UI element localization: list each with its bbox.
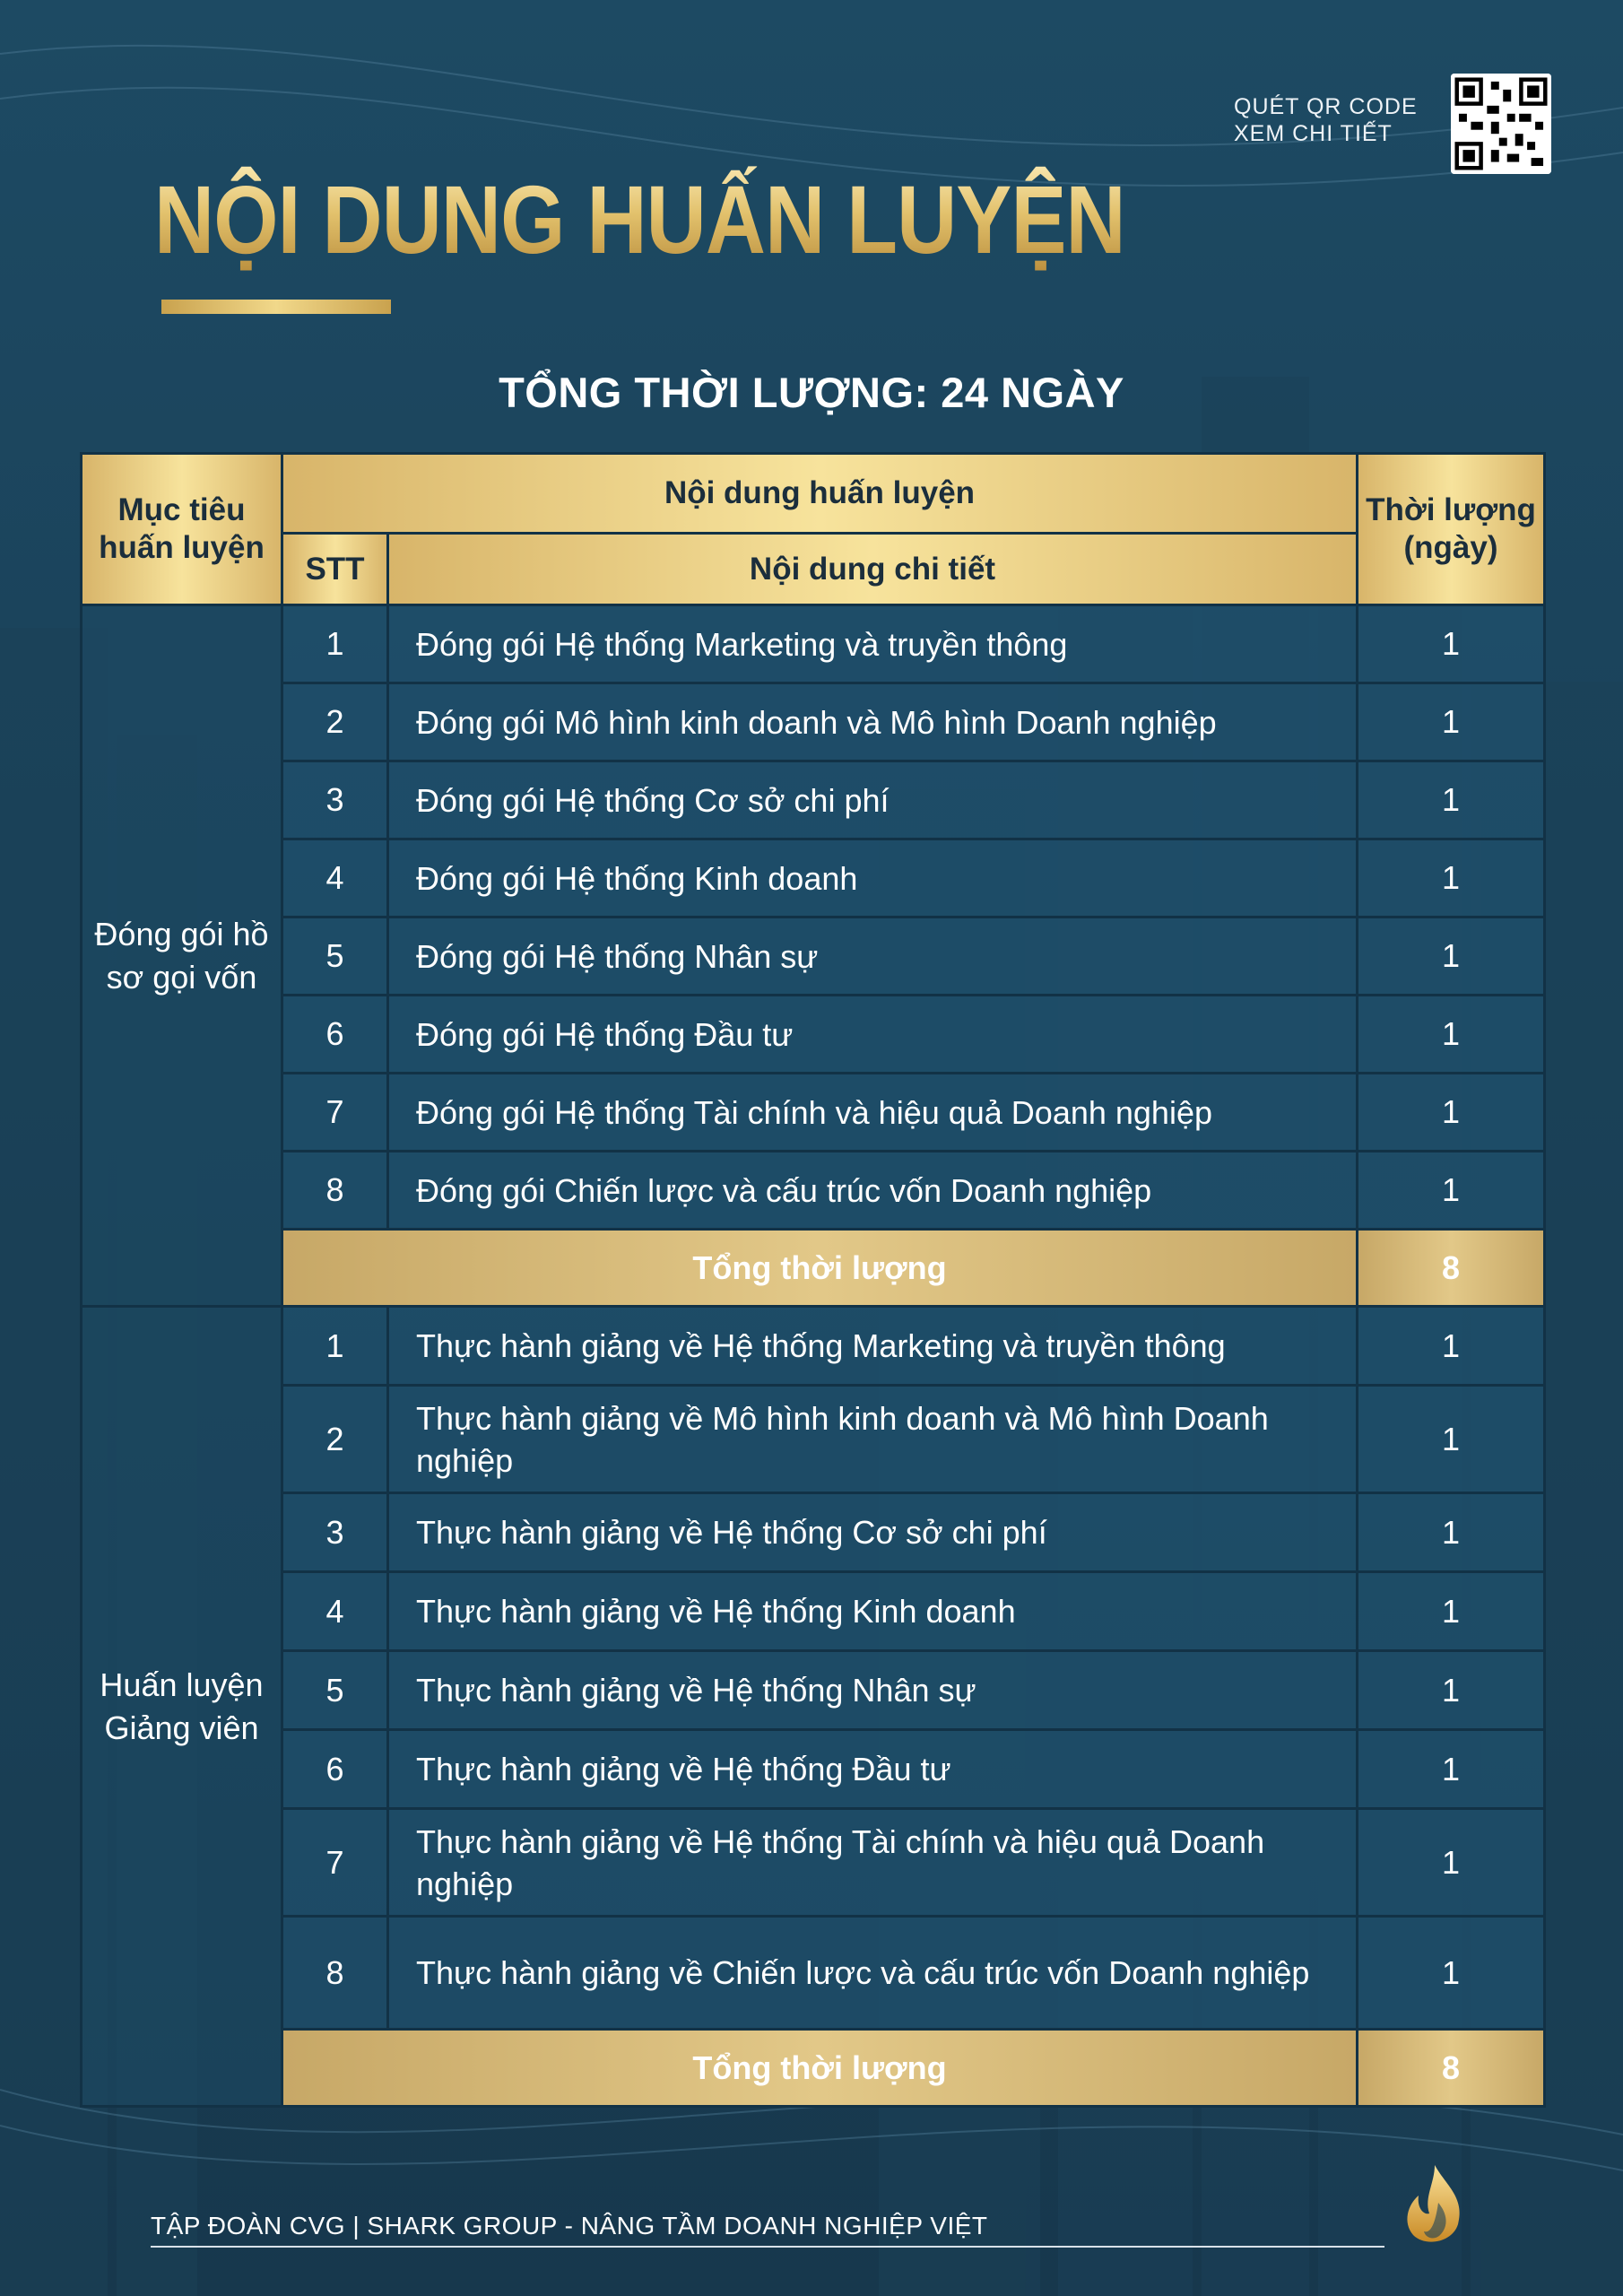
stt-cell: 4 <box>282 1572 388 1651</box>
stt-cell: 7 <box>282 1074 388 1152</box>
qr-code-icon[interactable] <box>1451 74 1551 174</box>
table-row <box>82 1651 1545 1730</box>
content-cell: Thực hành giảng về Hệ thống Tài chính và hiệu quả Doanh nghiệp <box>388 1809 1358 1917</box>
table-row <box>82 918 1545 996</box>
table-row <box>82 839 1545 918</box>
stt-cell: 7 <box>282 1809 388 1917</box>
stt-cell: 3 <box>282 761 388 839</box>
stt-cell: 6 <box>282 996 388 1074</box>
total-days: 8 <box>1358 2030 1545 2107</box>
duration-cell: 1 <box>1358 1307 1545 1386</box>
duration-cell: 1 <box>1358 1917 1545 2030</box>
table-row <box>82 1809 1545 1917</box>
table-row <box>82 1386 1545 1493</box>
table-row <box>82 761 1545 839</box>
duration-cell: 1 <box>1358 1152 1545 1230</box>
content-cell: Đóng gói Hệ thống Tài chính và hiệu quả Doanh nghiệp <box>388 1074 1358 1152</box>
stt-cell: 5 <box>282 918 388 996</box>
table-row <box>82 1493 1545 1572</box>
table-row <box>82 996 1545 1074</box>
duration-cell: 1 <box>1358 1730 1545 1809</box>
table-row <box>82 1572 1545 1651</box>
content-cell: Thực hành giảng về Hệ thống Nhân sự <box>388 1651 1358 1730</box>
total-label: Tổng thời lượng <box>282 1230 1358 1307</box>
total-row <box>82 2030 1545 2107</box>
table-row <box>82 1917 1545 2030</box>
objective-cell: Đóng gói hồ sơ gọi vốn <box>82 605 282 1307</box>
table-row <box>82 1730 1545 1809</box>
duration-cell: 1 <box>1358 1651 1545 1730</box>
header-objective: Mục tiêu huấn luyện <box>82 454 282 605</box>
content-cell: Thực hành giảng về Mô hình kinh doanh và Mô hình Doanh nghiệp <box>388 1386 1358 1493</box>
duration-cell: 1 <box>1358 683 1545 761</box>
content-cell: Đóng gói Hệ thống Marketing và truyền thông <box>388 605 1358 683</box>
header-content-group: Nội dung huấn luyện <box>282 454 1358 534</box>
content-cell: Thực hành giảng về Hệ thống Đầu tư <box>388 1730 1358 1809</box>
content-cell: Thực hành giảng về Hệ thống Marketing và truyền thông <box>388 1307 1358 1386</box>
flame-logo-icon <box>1399 2161 1471 2251</box>
footer-divider <box>151 2246 1384 2248</box>
content-cell: Thực hành giảng về Chiến lược và cấu trúc vốn Doanh nghiệp <box>388 1917 1358 2030</box>
stt-cell: 2 <box>282 683 388 761</box>
content-cell: Đóng gói Chiến lược và cấu trúc vốn Doanh nghiệp <box>388 1152 1358 1230</box>
stt-cell: 8 <box>282 1152 388 1230</box>
duration-cell: 1 <box>1358 1386 1545 1493</box>
duration-cell: 1 <box>1358 1572 1545 1651</box>
table-row <box>82 1307 1545 1386</box>
content-cell: Thực hành giảng về Hệ thống Kinh doanh <box>388 1572 1358 1651</box>
header-stt: STT <box>282 534 388 605</box>
content-cell: Đóng gói Hệ thống Kinh doanh <box>388 839 1358 918</box>
qr-section <box>1234 74 1551 172</box>
stt-cell: 5 <box>282 1651 388 1730</box>
stt-cell: 4 <box>282 839 388 918</box>
stt-cell: 2 <box>282 1386 388 1493</box>
footer-tagline: TẬP ĐOÀN CVG | SHARK GROUP - NÂNG TẦM DOANH NGHIỆP VIỆT <box>151 2212 988 2239</box>
duration-cell: 1 <box>1358 761 1545 839</box>
stt-cell: 1 <box>282 605 388 683</box>
content-cell: Thực hành giảng về Hệ thống Cơ sở chi phí <box>388 1493 1358 1572</box>
header-duration: Thời lượng (ngày) <box>1358 454 1545 605</box>
qr-caption: QUÉT QR CODE XEM CHI TIẾT <box>1234 94 1418 146</box>
stt-cell: 3 <box>282 1493 388 1572</box>
duration-cell: 1 <box>1358 1493 1545 1572</box>
header-detail: Nội dung chi tiết <box>388 534 1358 605</box>
stt-cell: 6 <box>282 1730 388 1809</box>
content-cell: Đóng gói Hệ thống Cơ sở chi phí <box>388 761 1358 839</box>
total-days: 8 <box>1358 1230 1545 1307</box>
duration-cell: 1 <box>1358 1074 1545 1152</box>
objective-cell: Huấn luyện Giảng viên <box>82 1307 282 2107</box>
total-label: Tổng thời lượng <box>282 2030 1358 2107</box>
duration-cell: 1 <box>1358 605 1545 683</box>
page-title: NỘI DUNG HUẤN LUYỆN <box>154 165 1125 274</box>
title-underline <box>161 300 391 314</box>
table-row <box>82 1074 1545 1152</box>
training-schedule-table <box>80 452 1546 2108</box>
table-row <box>82 683 1545 761</box>
table-row <box>82 605 1545 683</box>
duration-cell: 1 <box>1358 1809 1545 1917</box>
content-cell: Đóng gói Hệ thống Đầu tư <box>388 996 1358 1074</box>
duration-cell: 1 <box>1358 839 1545 918</box>
content-cell: Đóng gói Hệ thống Nhân sự <box>388 918 1358 996</box>
stt-cell: 8 <box>282 1917 388 2030</box>
content-cell: Đóng gói Mô hình kinh doanh và Mô hình Doanh nghiệp <box>388 683 1358 761</box>
stt-cell: 1 <box>282 1307 388 1386</box>
total-row <box>82 1230 1545 1307</box>
duration-cell: 1 <box>1358 996 1545 1074</box>
table-row <box>82 1152 1545 1230</box>
duration-cell: 1 <box>1358 918 1545 996</box>
total-duration-heading: TỔNG THỜI LƯỢNG: 24 NGÀY <box>499 369 1124 416</box>
